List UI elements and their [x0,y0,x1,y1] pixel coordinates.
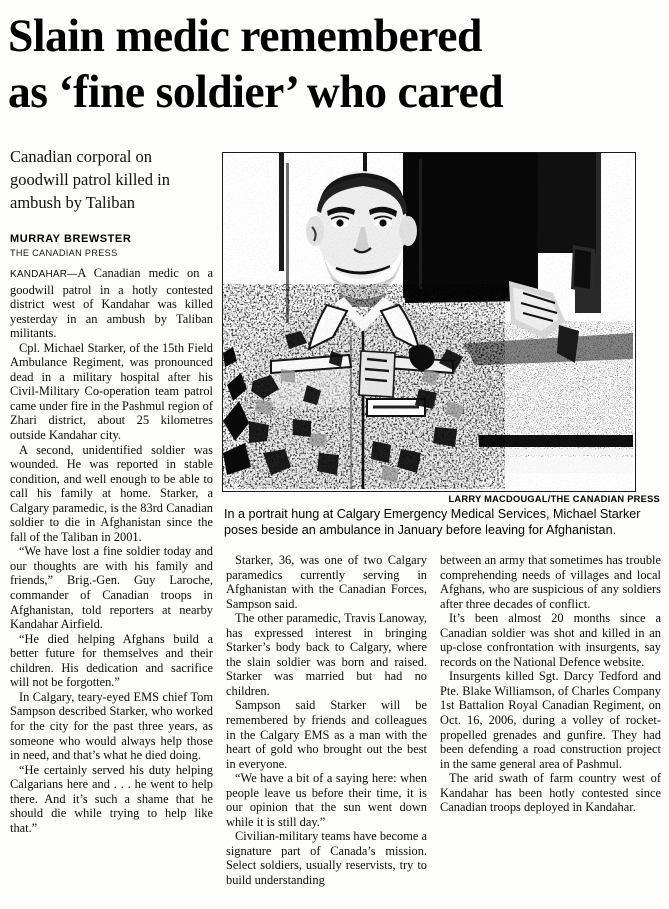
paragraph-text: A Canadian medic on a goodwill patrol in a hotly contested district west of Kandahar was killed yesterday in an ambush by Taliban militants. [10,266,213,341]
photo-caption: In a portrait hung at Calgary Emergency Medical Services, Michael Starker poses beside an ambulance in January before leaving for Afghanistan. [224,507,641,537]
photo-credit: LARRY MACDOUGAL/THE CANADIAN PRESS [448,494,660,504]
body-paragraph [226,829,427,887]
body-paragraph [10,266,213,341]
body-paragraph [10,763,213,836]
paragraph-text: “He certainly served his duty helping Calgarians here and . . . he went to help there. And it’s such a shame that he should die while trying to help like that.” [10,762,213,835]
paragraph-text: The other paramedic, Travis Lanoway, has expressed interest in bringing Starker’s body back to Calgary, where the slain soldier was born and raised. Starker was married but had no children. [226,611,427,698]
byline [10,233,215,259]
body-paragraph [440,611,661,669]
byline-organization: THE CANADIAN PRESS [10,248,118,258]
headline-line-2: as ‘fine soldier’ who cared [8,66,504,118]
paragraph-text: Civilian-military teams have become a signature part of Canada’s mission. Select soldiers, usually reservists, try to build understanding [226,829,427,888]
body-column-1 [10,266,213,835]
article-deck: Canadian corporal on goodwill patrol killed in ambush by Taliban [10,147,170,212]
paragraph-text: between an army that sometimes has trouble comprehending needs of villages and local Afghans, who are suspicious of any soldiers after three decades of conflict. [440,553,661,611]
body-paragraph [226,611,427,698]
body-paragraph [10,341,213,443]
paragraph-text: “He died helping Afghans build a better future for themselves and their children. His dedication and sacrifice will not be forgotten.” [10,631,213,690]
article-photo [222,152,636,492]
body-paragraph [10,690,213,763]
article-headline [8,8,660,120]
body-paragraph [440,669,661,771]
paragraph-text: Sampson said Starker will be remembered by friends and colleagues in the Calgary EMS as a man with the heart of gold who brought out the best in everyone. [226,698,427,771]
paragraph-text: Insurgents killed Sgt. Darcy Tedford and Pte. Blake Williamson, of Charles Company 1st Battalion Royal Canadian Regiment, on Oct. 16, 2006, during a volley of rocket-propelled grenades and gunfire. They had been defending a road construction project in the same general area of Pashmul. [440,669,661,771]
body-paragraph [226,771,427,829]
body-column-3 [440,553,661,815]
paragraph-text: The arid swath of farm country west of Kandahar has been hotly contested since Canadian troops deployed in Kandahar. [440,771,661,815]
paragraph-text: Starker, 36, was one of two Calgary paramedics currently serving in Afghanistan with the Canadian Forces, Sampson said. [226,553,427,611]
body-paragraph [10,443,213,545]
byline-author: MURRAY BREWSTER [10,233,132,245]
paragraph-text: “We have lost a fine soldier today and our thoughts are with his family and friends,” Brig.-Gen. Guy Laroche, commander of Canadian troops in Afghanistan, told reporters at nearby Kandahar Airfield. [10,544,213,632]
soldier-portrait-image [223,153,633,489]
body-column-2 [226,553,427,888]
dateline: KANDAHAR— [10,269,78,280]
body-paragraph [440,771,661,815]
paragraph-text: It’s been almost 20 months since a Canadian soldier was shot and killed in an up-close confrontation with insurgents, say records on the National Defence website. [440,611,661,669]
paragraph-text: A second, unidentified soldier was wounded. He was reported in stable condition, and well enough to be able to call his family at home. Starker, a Calgary paramedic, is the 83rd Canadian soldier to die in Afghanistan since the fall of the Taliban in 2001. [10,442,213,544]
body-paragraph [10,632,213,690]
body-paragraph [226,553,427,611]
headline-line-1: Slain medic remembered [8,10,482,62]
paragraph-text: “We have a bit of a saying here: when people leave us before their time, it is our opinion that the sun went down while it is still day.” [226,771,427,829]
paragraph-text: In Calgary, teary-eyed EMS chief Tom Sampson described Starker, who worked for the city for the past three years, as someone who would always help those in need, and that’s what he died doing. [10,689,213,763]
body-paragraph [10,544,213,631]
body-paragraph [226,698,427,771]
paragraph-text: Cpl. Michael Starker, of the 15th Field Ambulance Regiment, was pronounced dead in a military hospital after his Civil-Military Co-operation team patrol came under fire in the Pashmul region of Zhari district, about 25 kilometres outside Kandahar city. [10,340,213,443]
body-paragraph [440,553,661,611]
